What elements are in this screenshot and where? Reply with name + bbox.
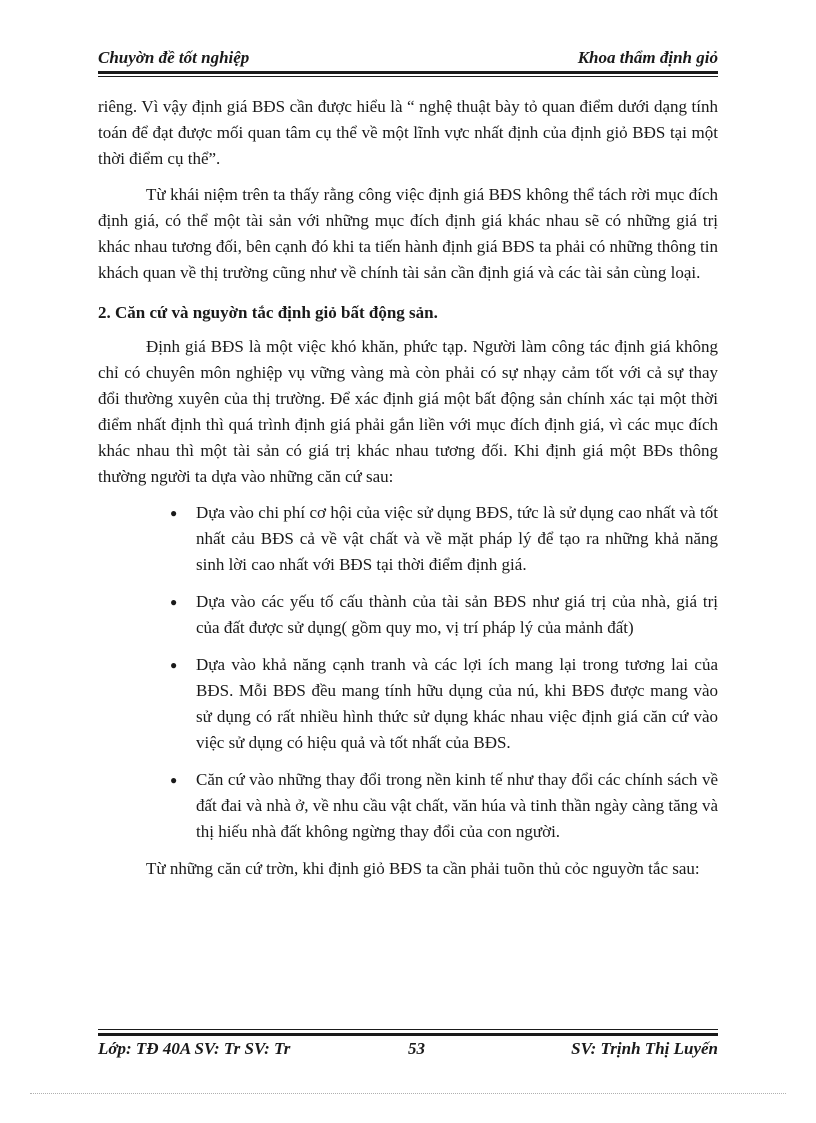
footer-rule-thin	[98, 1029, 718, 1030]
page-bottom-divider	[30, 1093, 786, 1094]
bullet-item-4: ● Căn cứ vào những thay đổi trong nền kinh tế như thay đổi các chính sách về đất đai và nhà ở, về nhu cầu vật chất, văn húa và tinh thần ngày càng tăng và thị hiếu nhà đất không ngừng thay đổi của con người.	[196, 767, 718, 845]
header-rule-thin	[98, 76, 718, 77]
bullet-item-1: ● Dựa vào chi phí cơ hội của việc sử dụng BĐS, tức là sử dụng cao nhất và tốt nhất cảu BĐS cả về vật chất và về mặt pháp lý để tạo ra những khả năng sinh lời cao nhất với BĐS tại thời điểm định giá.	[196, 500, 718, 578]
bullet-item-3: ● Dựa vào khả năng cạnh tranh và các lợi ích mang lại trong tương lai của BĐS. Mỗi BĐS đều mang tính hữu dụng của nú, khi BĐS được mang vào sử dụng có rất nhiều hình thức sử dụng khác nhau việc định giá căn cứ vào việc sử dụng có hiệu quả và tốt nhất của BĐS.	[196, 652, 718, 756]
bullet-list	[98, 500, 718, 845]
footer-rule-thick	[98, 1033, 718, 1036]
section-heading: 2. Căn cứ và nguyờn tắc định giỏ bất động sản.	[98, 303, 438, 322]
page-header	[98, 46, 718, 76]
footer-class-info: Lớp: TĐ 40A SV: Tr SV: Tr	[98, 1039, 291, 1058]
bullet-item-2: ● Dựa vào các yếu tố cấu thành của tài sản BĐS như giá trị của nhà, giá trị của đất được sử dụng( gồm quy mo, vị trí pháp lý của mảnh đất)	[196, 589, 718, 641]
footer-student-name: SV: Trịnh Thị Luyến	[571, 1039, 718, 1058]
paragraph-4: Từ những căn cứ trờn, khi định giỏ BĐS ta cần phải tuõn thủ cỏc nguyờn tắc sau:	[146, 859, 700, 878]
page-body	[98, 94, 718, 892]
paragraph-1: riêng. Vì vậy định giá BĐS cần được hiểu là “ nghệ thuật bày tỏ quan điểm dưới dạng tính toán để đạt được mối quan tâm cụ thể về một lĩnh vực nhất định của định giỏ BĐS tại một thời điểm cụ thể”.	[98, 97, 718, 168]
page-number: 53	[408, 1039, 425, 1058]
paragraph-3: Định giá BĐS là một việc khó khăn, phức tạp. Người làm công tác định giá không chỉ có chuyên môn nghiệp vụ vững vàng mà còn phải có sự nhạy cảm tốt với cả sự thay đổi thường xuyên của thị trường. Để xác định giá một bất động sản chính xác tại một thời điểm nhất định thì quá trình định giá phải gắn liền với mục đích định giá, vì các mục đích khác nhau thì một tài sản có giá trị khác nhau tương đối. Khi định giá một BĐs thông thường người ta dựa vào những căn cứ sau:	[98, 337, 718, 486]
page-footer	[98, 1029, 718, 1065]
header-left-title: Chuyờn đề tốt nghiệp	[98, 48, 250, 67]
header-rule-thick	[98, 71, 718, 74]
paragraph-2: Từ khái niệm trên ta thấy rằng công việc định giá BĐS không thể tách rời mục đích định giá, có thể một tài sản với những mục đích định giá khác nhau sẽ có những giá trị khác nhau tương đối, bên cạnh đó khi ta tiến hành định giá BĐS ta phải có những thông tin khách quan về thị trường cũng như về chính tài sản cần định giá và các tài sản cùng loại.	[98, 185, 718, 282]
header-right-title: Khoa thẩm định giỏ	[577, 48, 718, 67]
